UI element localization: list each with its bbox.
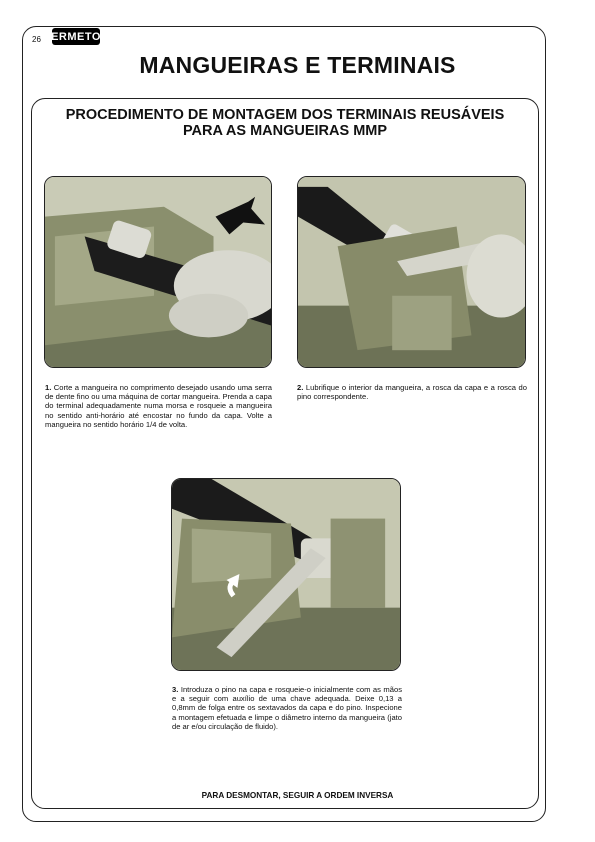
step-1-number: 1.	[45, 383, 52, 392]
step-1-text	[45, 383, 272, 429]
step-3-text	[172, 685, 402, 731]
page-title: MANGUEIRAS E TERMINAIS	[139, 52, 456, 78]
step-1-description: Corte a mangueira no comprimento desejado usando uma serra de dente fino ou uma máquina de cortar mangueira. Prenda a capa do terminal adequadamente numa morsa e rosqueie a mangueira no sentido anti-horário até encostar no fundo da capa. Volte a mangueira no sentido horário 1/4 de volta.	[45, 383, 272, 429]
step-2-text	[297, 383, 527, 401]
step-2-photo	[297, 176, 526, 368]
step-3-description: Introduza o pino na capa e rosqueie-o inicialmente com as mãos e a seguir com auxílio de uma chave adequada. Deixe 0,13 a 0,8mm de folga entre os sextavados da capa e do pino. Inspecione a montagem efetuada e limpe o diâmetro interno da mangueira (jato de ar e/ou circulação de fluido).	[172, 685, 402, 731]
step-2-number: 2.	[297, 383, 304, 392]
ermeto-logo: ERMETO	[52, 28, 100, 45]
step-3-photo	[171, 478, 401, 671]
section-title	[31, 107, 539, 139]
step-3-number: 3.	[172, 685, 179, 694]
page-number: 26	[32, 35, 41, 44]
section-title-line-2: PARA AS MANGUEIRAS MMP	[182, 123, 388, 139]
footer-note: PARA DESMONTAR, SEGUIR A ORDEM INVERSA	[201, 791, 394, 800]
section-title-line-1: PROCEDIMENTO DE MONTAGEM DOS TERMINAIS REUSÁVEIS	[65, 107, 505, 123]
step-2-description: Lubrifique o interior da mangueira, a rosca da capa e a rosca do pino correspondente.	[297, 383, 527, 402]
step-1-photo	[44, 176, 272, 368]
